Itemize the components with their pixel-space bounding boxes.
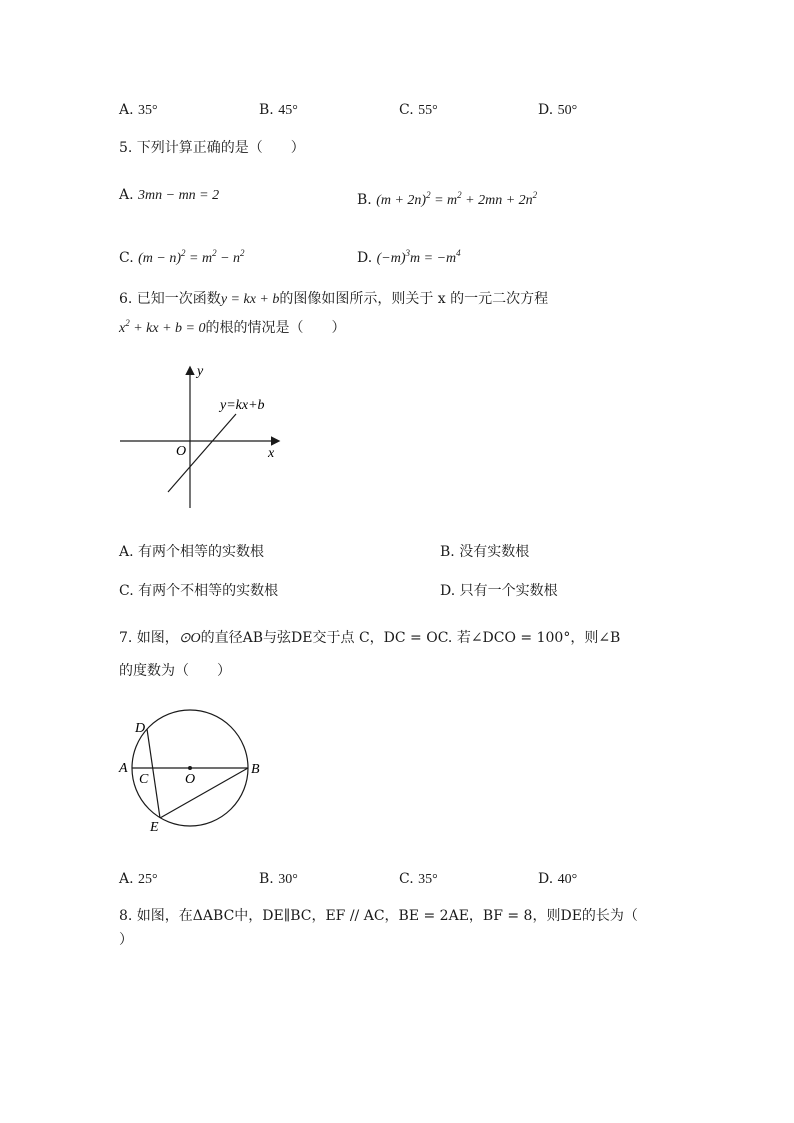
q4-option-c: C. 55°: [399, 102, 438, 118]
q7-option-a: A. 25°: [119, 871, 158, 887]
point-o-label: O: [185, 772, 196, 787]
q7-stem-line1: 7. 如图，⊙O的直径AB与弦DE交于点 C，DC = OC. 若∠DCO = 100°，则∠B: [119, 630, 621, 646]
q6-function-graph: [110, 358, 290, 518]
q4-option-a: A. 35°: [119, 102, 158, 118]
q5-option-d: D. $(-m)^3m = -m^4$: [357, 248, 461, 266]
q7-stem-line2: 的度数为（ ）: [119, 663, 231, 679]
q6-stem-line2: $x^2$ + kx + b = 0的根的情况是（ ）: [119, 318, 346, 336]
point-e-label: E: [150, 820, 159, 835]
q7-option-c: C. 35°: [399, 871, 438, 887]
y-axis-label: y: [197, 364, 204, 379]
q6-option-c: C. 有两个不相等的实数根: [119, 583, 279, 599]
origin-label: O: [176, 444, 187, 459]
q7-circle-figure: [115, 705, 275, 840]
point-a-label: A: [119, 761, 128, 776]
q5-option-a: A. 3mn − mn = 2: [119, 187, 220, 203]
q7-option-d: D. 40°: [538, 871, 578, 887]
q4-option-d: D. 50°: [538, 102, 578, 118]
chord-de: [147, 729, 160, 818]
q6-option-d: D. 只有一个实数根: [440, 583, 558, 599]
q4-option-b: B. 45°: [259, 102, 298, 118]
q5-option-c: C. $(m - n)^2 = m^2 - n^2$: [119, 248, 245, 266]
q5-stem: 5. 下列计算正确的是（ ）: [119, 140, 305, 156]
q6-option-b: B. 没有实数根: [440, 544, 530, 560]
point-c-label: C: [139, 772, 149, 787]
q8-stem-line1: 8. 如图，在ΔABC中，DE∥BC，EF // AC，BE = 2AE，BF = 8，则DE的长为（: [119, 908, 638, 924]
q6-stem-line1: 6. 已知一次函数y = kx + b的图像如图所示，则关于 x 的一元二次方程: [119, 291, 549, 307]
q5-option-b: B. $(m + 2n)^2 = m^2 + 2mn + 2n^2$: [357, 190, 538, 208]
point-d-label: D: [135, 721, 146, 736]
q8-stem-line2: ）: [119, 932, 133, 948]
point-b-label: B: [251, 762, 260, 777]
center-point: [188, 766, 192, 770]
q6-option-a: A. 有两个相等的实数根: [119, 544, 265, 560]
line-label: y=kx+b: [220, 398, 265, 413]
segment-eb: [160, 768, 248, 818]
x-axis-label: x: [268, 446, 275, 461]
q7-option-b: B. 30°: [259, 871, 298, 887]
